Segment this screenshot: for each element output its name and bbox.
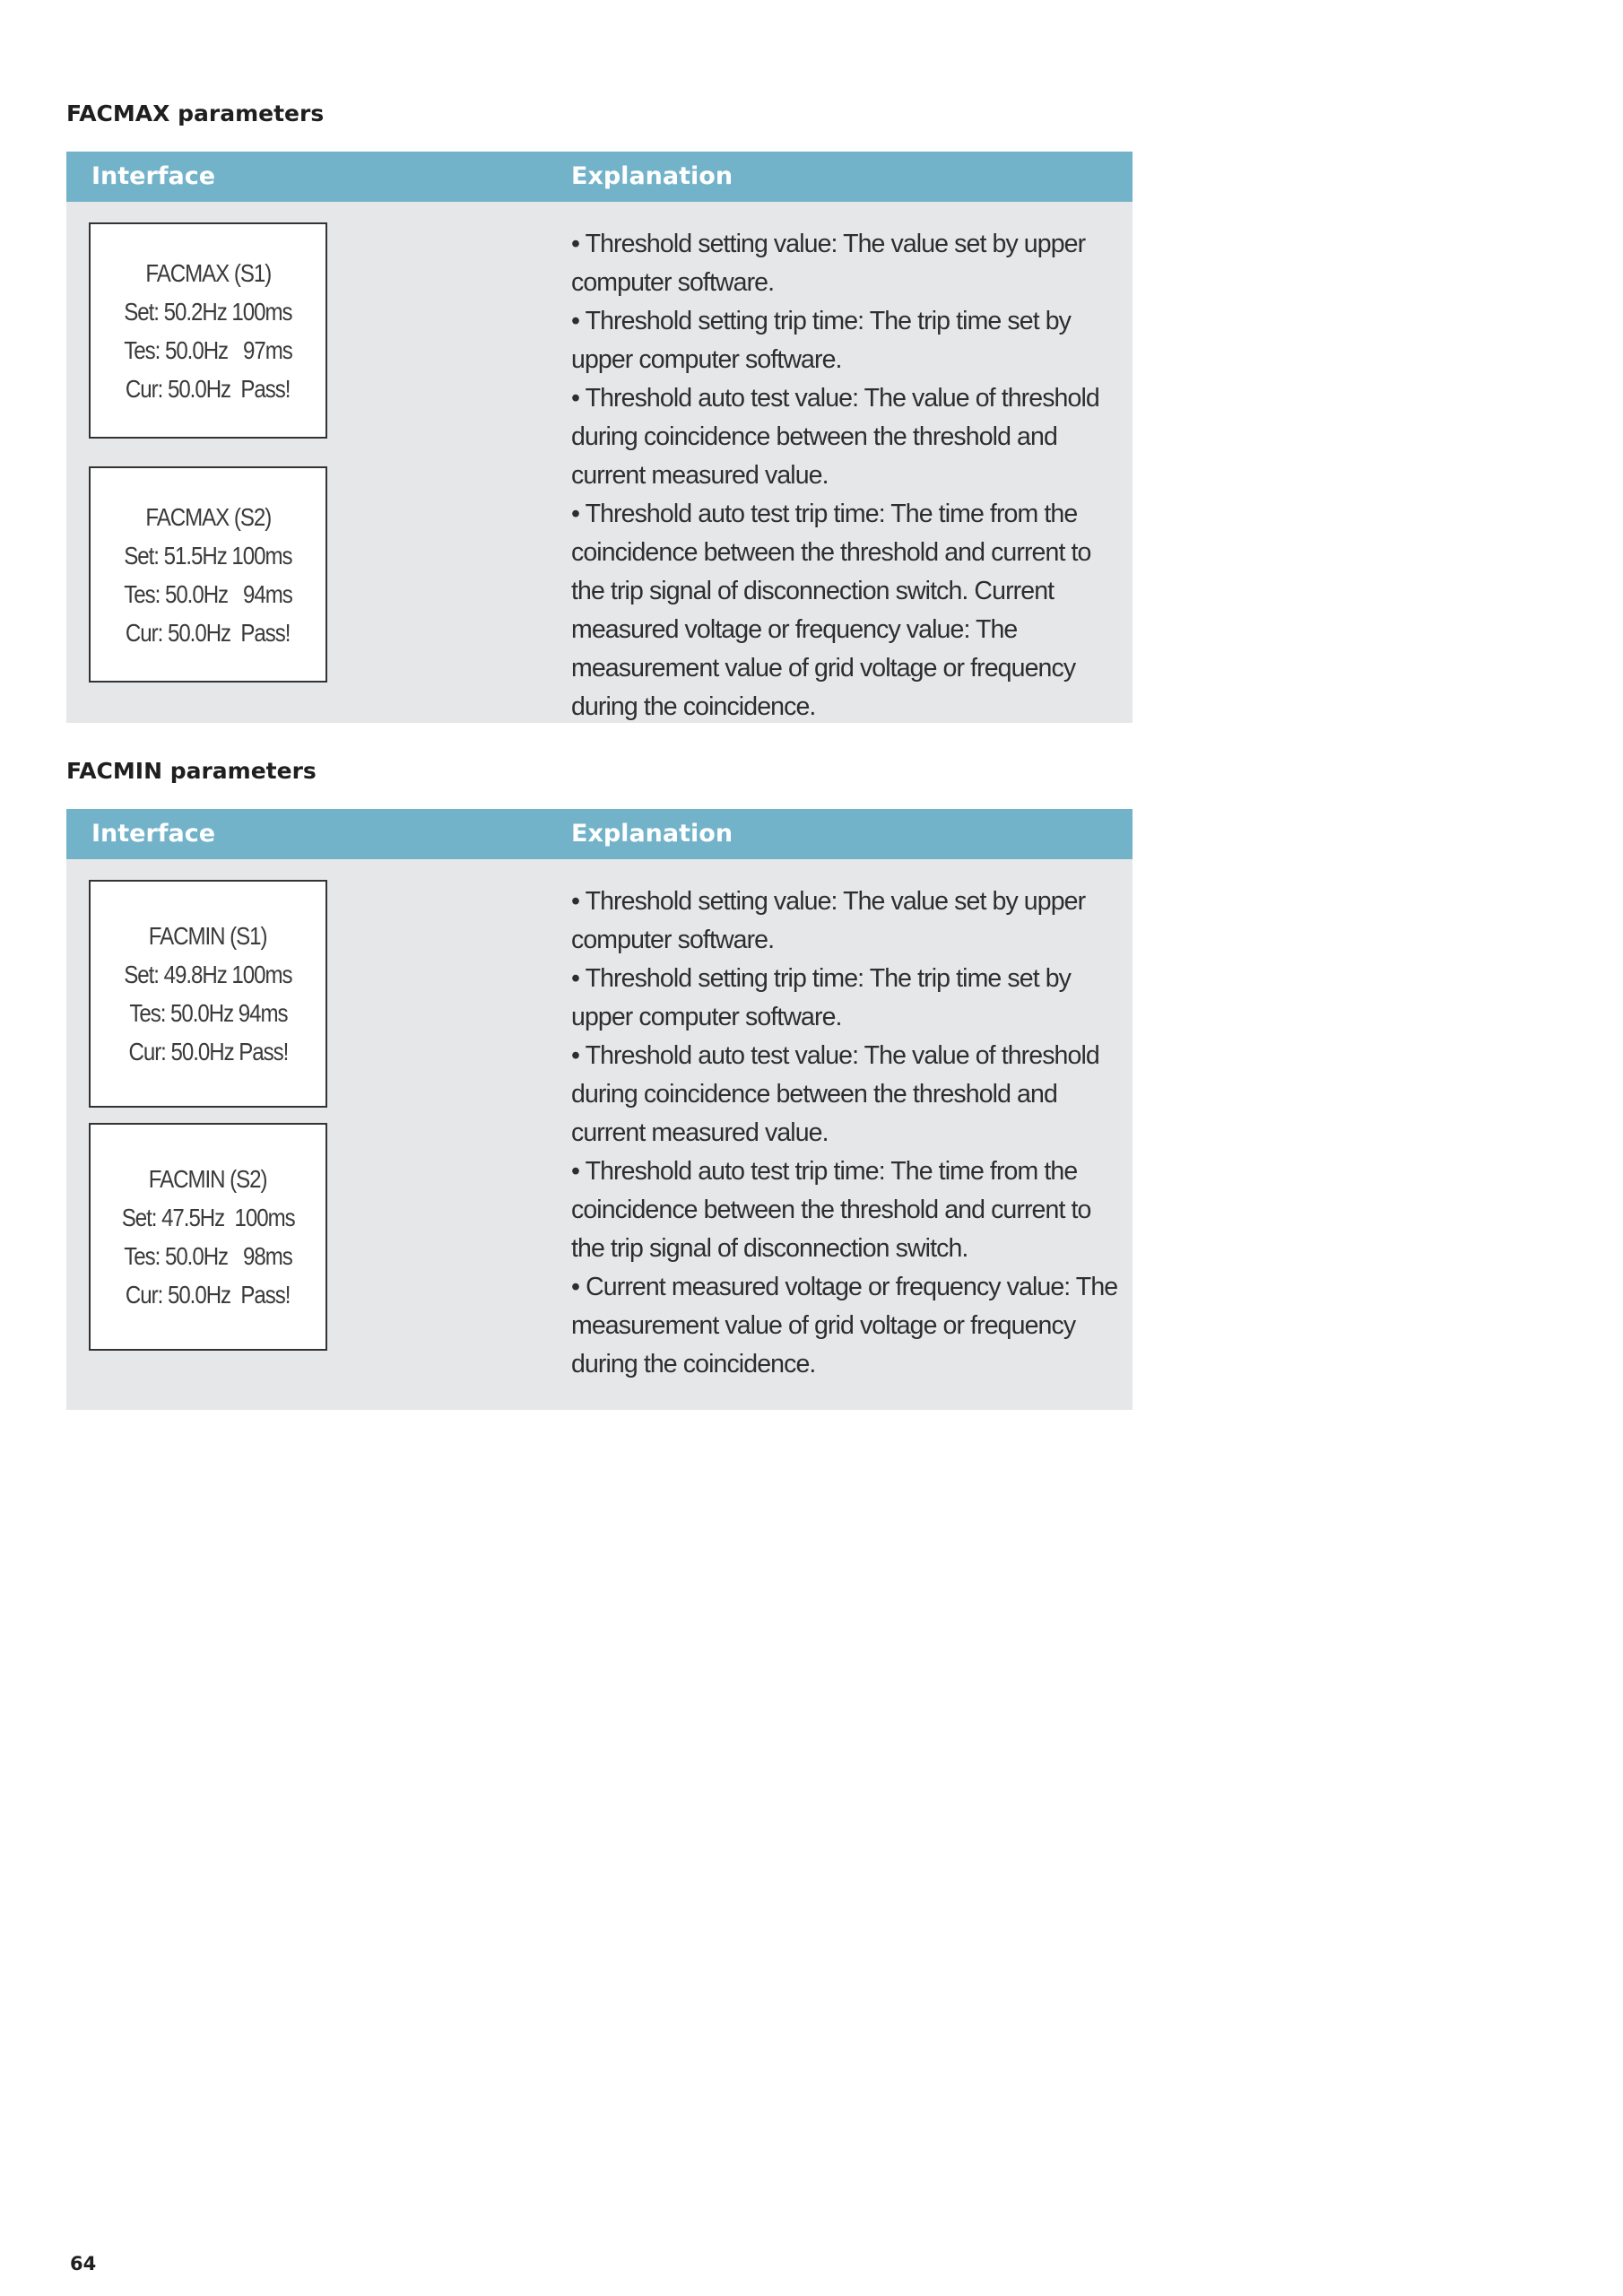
display-line: FACMIN (S2) [149, 1165, 267, 1193]
facmax-s2-display [89, 466, 327, 683]
explanation-item: • Threshold auto test trip time: The time from the coincidence between the threshold and current to the trip signal of disconnection switch. [571, 1157, 1091, 1263]
display-line: Cur: 50.0Hz Pass! [126, 374, 291, 403]
display-line: FACMAX (S1) [145, 258, 271, 287]
display-line: Set: 51.5Hz 100ms [124, 541, 292, 570]
facmax-table [66, 152, 1133, 723]
facmin-header-explanation: Explanation [571, 820, 733, 848]
display-line: Tes: 50.0Hz 94ms [124, 579, 292, 608]
explanation-item: • Threshold setting trip time: The trip time set by upper computer software. [571, 964, 1072, 1031]
facmax-table-header [66, 152, 1133, 202]
display-line: Cur: 50.0Hz Pass! [126, 618, 291, 647]
facmin-s1-display [89, 880, 327, 1108]
facmax-header-explanation: Explanation [571, 162, 733, 190]
display-line: FACMIN (S1) [149, 922, 267, 950]
facmin-explanation [571, 883, 1127, 1384]
facmax-section-title: FACMAX parameters [66, 100, 325, 126]
explanation-item: • Threshold setting value: The value set by upper computer software. [571, 230, 1086, 297]
explanation-item: • Threshold auto test value: The value of threshold during coincidence between the threshold and current measured value. [571, 1041, 1099, 1147]
display-line: Cur: 50.0Hz Pass! [126, 1281, 291, 1309]
facmin-table [66, 809, 1133, 1410]
display-line: Tes: 50.0Hz 97ms [124, 335, 292, 364]
facmin-section-title: FACMIN parameters [66, 758, 317, 784]
explanation-item: • Threshold auto test value: The value of threshold during coincidence between the threshold and current measured value. [571, 384, 1099, 490]
page-number: 64 [70, 2253, 97, 2274]
display-line: Cur: 50.0Hz Pass! [128, 1038, 288, 1065]
display-line: Tes: 50.0Hz 94ms [128, 999, 288, 1027]
facmax-explanation [571, 225, 1127, 726]
explanation-item: • Threshold setting trip time: The trip time set by upper computer software. [571, 307, 1072, 374]
display-line: Set: 47.5Hz 100ms [121, 1204, 295, 1231]
facmax-header-interface: Interface [91, 162, 216, 190]
display-line: Set: 49.8Hz 100ms [124, 961, 292, 988]
explanation-item: • Threshold setting value: The value set by upper computer software. [571, 887, 1086, 954]
facmin-header-interface: Interface [91, 820, 216, 848]
display-line: FACMAX (S2) [145, 502, 271, 531]
explanation-item: • Threshold auto test trip time: The time from the coincidence between the threshold and current to the trip signal of disconnection switch. Current measured voltage or frequency value: The measurement value of grid voltage or frequency during the coincidence. [571, 500, 1091, 721]
facmin-table-header [66, 809, 1133, 859]
explanation-item: • Current measured voltage or frequency value: The measurement value of grid voltage or frequency during the coincidence. [571, 1273, 1118, 1378]
facmin-s2-display [89, 1123, 327, 1351]
display-line: Tes: 50.0Hz 98ms [124, 1242, 292, 1270]
facmax-s1-display [89, 222, 327, 439]
display-line: Set: 50.2Hz 100ms [124, 297, 292, 326]
